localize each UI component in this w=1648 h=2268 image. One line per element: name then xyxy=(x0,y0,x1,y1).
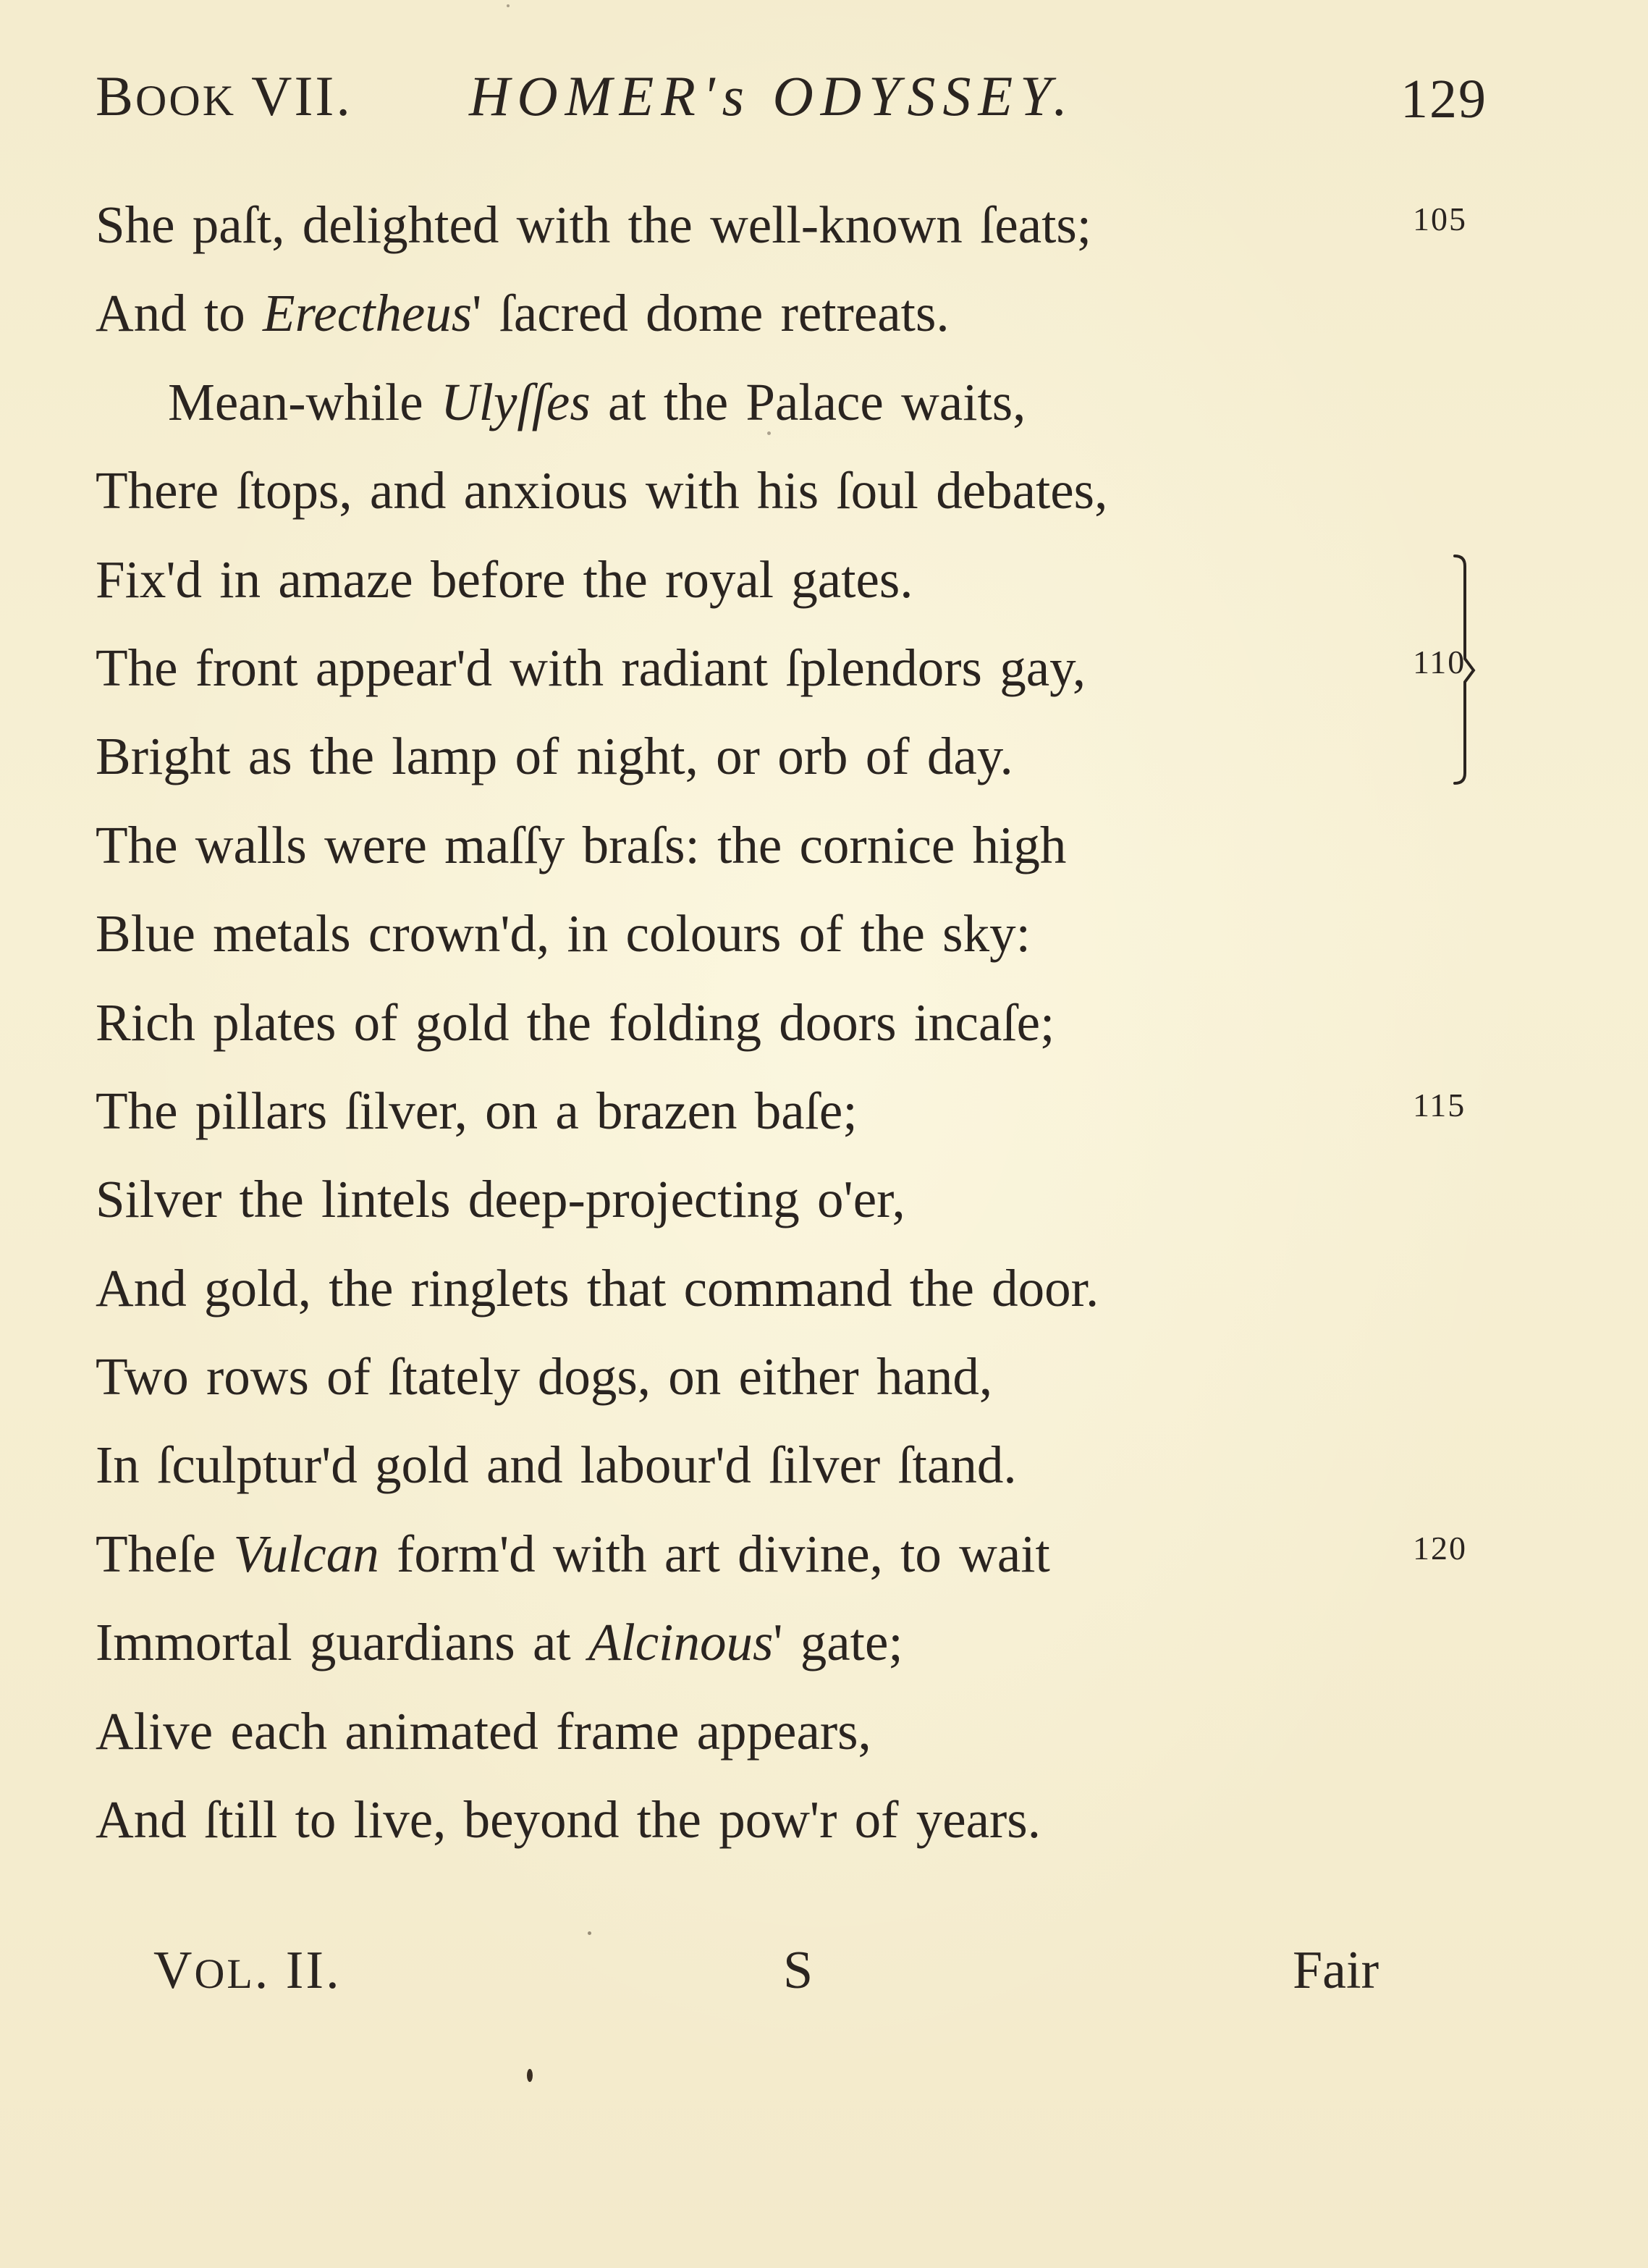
verse-line: Mean-while Ulyſſes at the Palace waits, xyxy=(168,372,1026,431)
verse-line: Alive each animated frame appears, xyxy=(96,1701,871,1761)
verse-line: Immortal guardians at Alcinous' gate; xyxy=(96,1613,903,1672)
verse-block xyxy=(96,181,1471,1864)
ink-speck xyxy=(767,431,771,435)
proper-name: Erectheus xyxy=(263,284,473,343)
book-number: VII. xyxy=(236,64,352,127)
running-head-title: HOMER's ODYSSEY. xyxy=(469,64,1075,127)
verse-line: Theſe Vulcan form'd with art divine, to wait 120 xyxy=(96,1510,1471,1598)
verse-line: In ſculptur'd gold and labour'd ſilver ſtand. xyxy=(96,1436,1017,1495)
triplet-brace-icon xyxy=(1449,550,1492,789)
proper-name: Vulcan xyxy=(233,1524,379,1583)
ink-speck xyxy=(507,4,510,7)
signature-mark: S xyxy=(783,1941,814,2000)
proper-name: Ulyſſes xyxy=(440,372,591,431)
ink-speck xyxy=(588,1931,591,1935)
verse-line: Silver the lintels deep-projecting o'er, xyxy=(96,1170,905,1229)
verse-line: Bright as the lamp of night, or orb of day. xyxy=(96,727,1013,786)
line-number: 105 xyxy=(1413,201,1467,237)
catchword: Fair xyxy=(1293,1941,1379,2000)
verse-line: The walls were maſſy braſs: the cornice high xyxy=(96,815,1067,874)
verse-line: There ſtops, and anxious with his ſoul debates, xyxy=(96,461,1108,520)
running-head xyxy=(0,64,1648,136)
proper-name: Alcinous xyxy=(588,1613,774,1672)
verse-line: Fix'd in amaze before the royal gates. xyxy=(96,549,913,609)
page-footer xyxy=(0,1940,1648,2020)
book-initial: B xyxy=(96,64,136,127)
volume-label: VOL. II. xyxy=(153,1941,342,2000)
running-head-book xyxy=(96,64,352,129)
verse-line: She paſt, delighted with the well-known ſeats; 105 xyxy=(96,181,1471,269)
book-small-caps: OOK xyxy=(135,77,237,125)
verse-line: Blue metals crown'd, in colours of the sky: xyxy=(96,904,1031,964)
verse-line: And ſtill to live, beyond the pow'r of years. xyxy=(96,1790,1041,1850)
verse-line: Rich plates of gold the folding doors incaſe; xyxy=(96,992,1055,1052)
verse-line: And gold, the ringlets that command the door. xyxy=(96,1258,1099,1318)
verse-line: The front appear'd with radiant ſplendors gay, 110 xyxy=(96,624,1471,712)
ink-speck xyxy=(527,2069,533,2082)
line-number: 110 xyxy=(1413,643,1466,680)
line-number: 115 xyxy=(1413,1086,1466,1124)
page-number: 129 xyxy=(1400,69,1487,130)
verse-line: The pillars ſilver, on a brazen baſe; 115 xyxy=(96,1067,1471,1155)
verse-line: And to Erectheus' ſacred dome retreats. xyxy=(96,284,950,343)
line-number: 120 xyxy=(1413,1529,1467,1567)
verse-line: Two rows of ſtately dogs, on either hand, xyxy=(96,1347,993,1407)
